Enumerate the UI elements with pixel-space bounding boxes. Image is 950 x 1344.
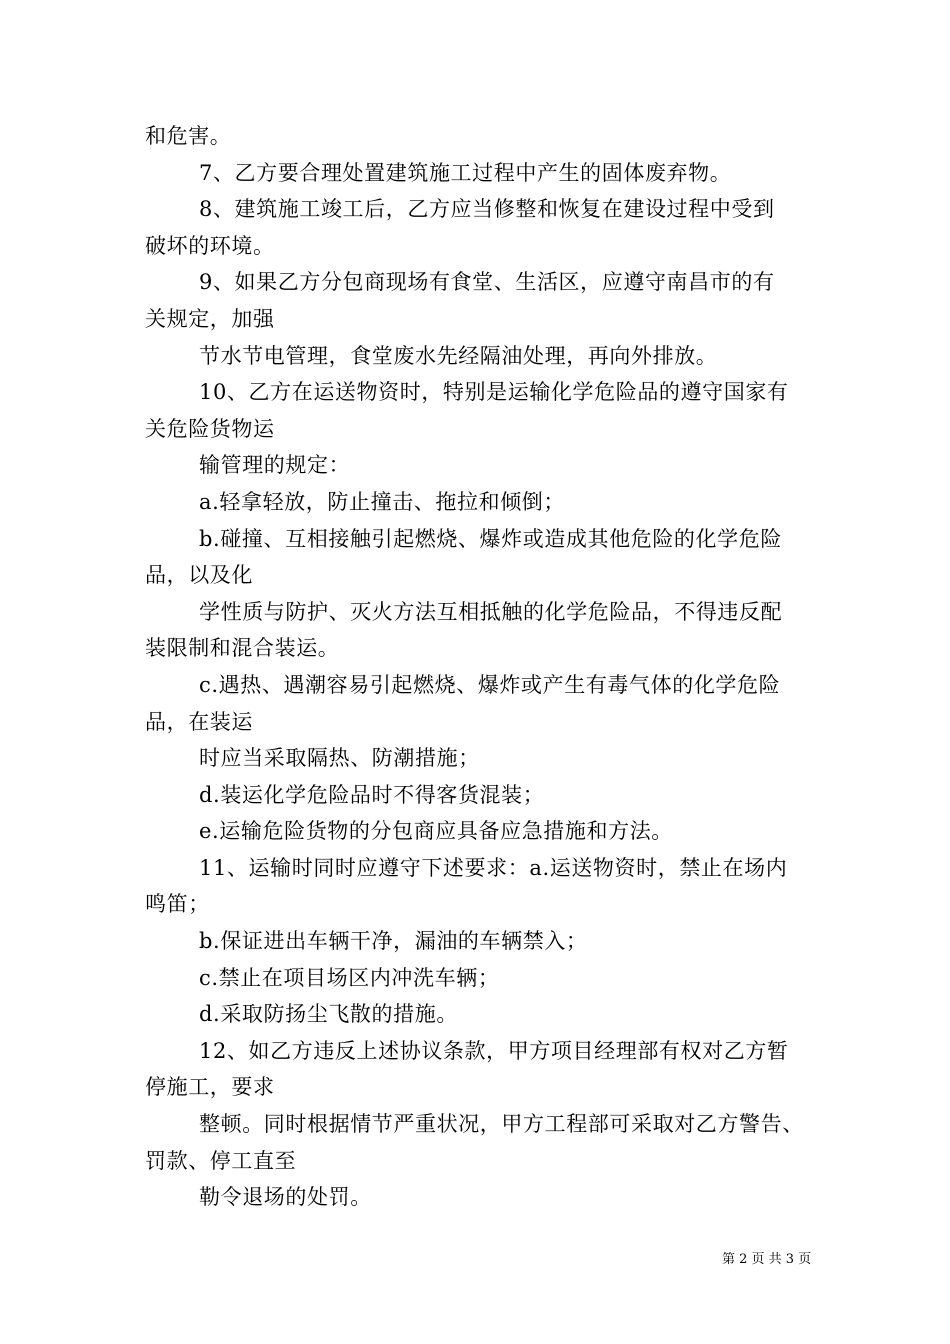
text-line: d.采取防扬尘飞散的措施。	[199, 1002, 458, 1027]
text-line: 罚款、停工直至	[145, 1148, 297, 1173]
text-line: 勒令退场的处罚。	[199, 1185, 372, 1210]
text-line: 10、乙方在运送物资时，特别是运输化学危险品的遵守国家有	[199, 380, 789, 405]
text-line: 品，以及化	[145, 563, 253, 588]
document-body	[145, 118, 813, 1216]
text-line: 12、如乙方违反上述协议条款，甲方项目经理部有权对乙方暂	[199, 1038, 789, 1063]
text-line: 学性质与防护、灭火方法互相抵触的化学危险品，不得违反配	[199, 599, 783, 624]
text-line: c.禁止在项目场区内冲洗车辆；	[199, 965, 500, 990]
text-line: d.装运化学危险品时不得客货混装；	[199, 782, 545, 807]
text-line: 时应当采取隔热、防潮措施；	[199, 746, 480, 771]
text-line: 关规定，加强	[145, 306, 275, 331]
text-line: 9、如果乙方分包商现场有食堂、生活区，应遵守南昌市的有	[199, 270, 775, 295]
text-line: 整顿。同时根据情节严重状况，甲方工程部可采取对乙方警告、	[199, 1112, 804, 1137]
text-line: 输管理的规定：	[199, 453, 351, 478]
text-line: 7、乙方要合理处置建筑施工过程中产生的固体废弃物。	[199, 160, 732, 185]
text-line: 节水节电管理，食堂废水先经隔油处理，再向外排放。	[199, 343, 718, 368]
text-line: 装限制和混合装运。	[145, 636, 340, 661]
text-line: 11、运输时同时应遵守下述要求：a.运送物资时，禁止在场内	[199, 855, 788, 880]
text-line: 和危害。	[145, 124, 232, 148]
text-line: 破坏的环境。	[145, 233, 275, 258]
text-line: b.碰撞、互相接触引起燃烧、爆炸或造成其他危险的化学危险	[199, 526, 782, 551]
text-line: e.运输危险货物的分包商应具备应急措施和方法。	[199, 819, 673, 844]
text-line: 8、建筑施工竣工后，乙方应当修整和恢复在建设过程中受到	[199, 197, 775, 222]
page-number-footer: 第 2 页 共 3 页	[722, 1252, 812, 1267]
text-line: 品，在装运	[145, 709, 253, 734]
text-line: 停施工，要求	[145, 1075, 275, 1100]
text-line: b.保证进出车辆干净，漏油的车辆禁入；	[199, 929, 588, 954]
text-line: c.遇热、遇潮容易引起燃烧、爆炸或产生有毒气体的化学危险	[199, 672, 781, 697]
text-line: 关危险货物运	[145, 416, 275, 441]
text-line: a.轻拿轻放，防止撞击、拖拉和倾倒；	[199, 489, 565, 514]
text-line: 鸣笛；	[145, 892, 210, 917]
